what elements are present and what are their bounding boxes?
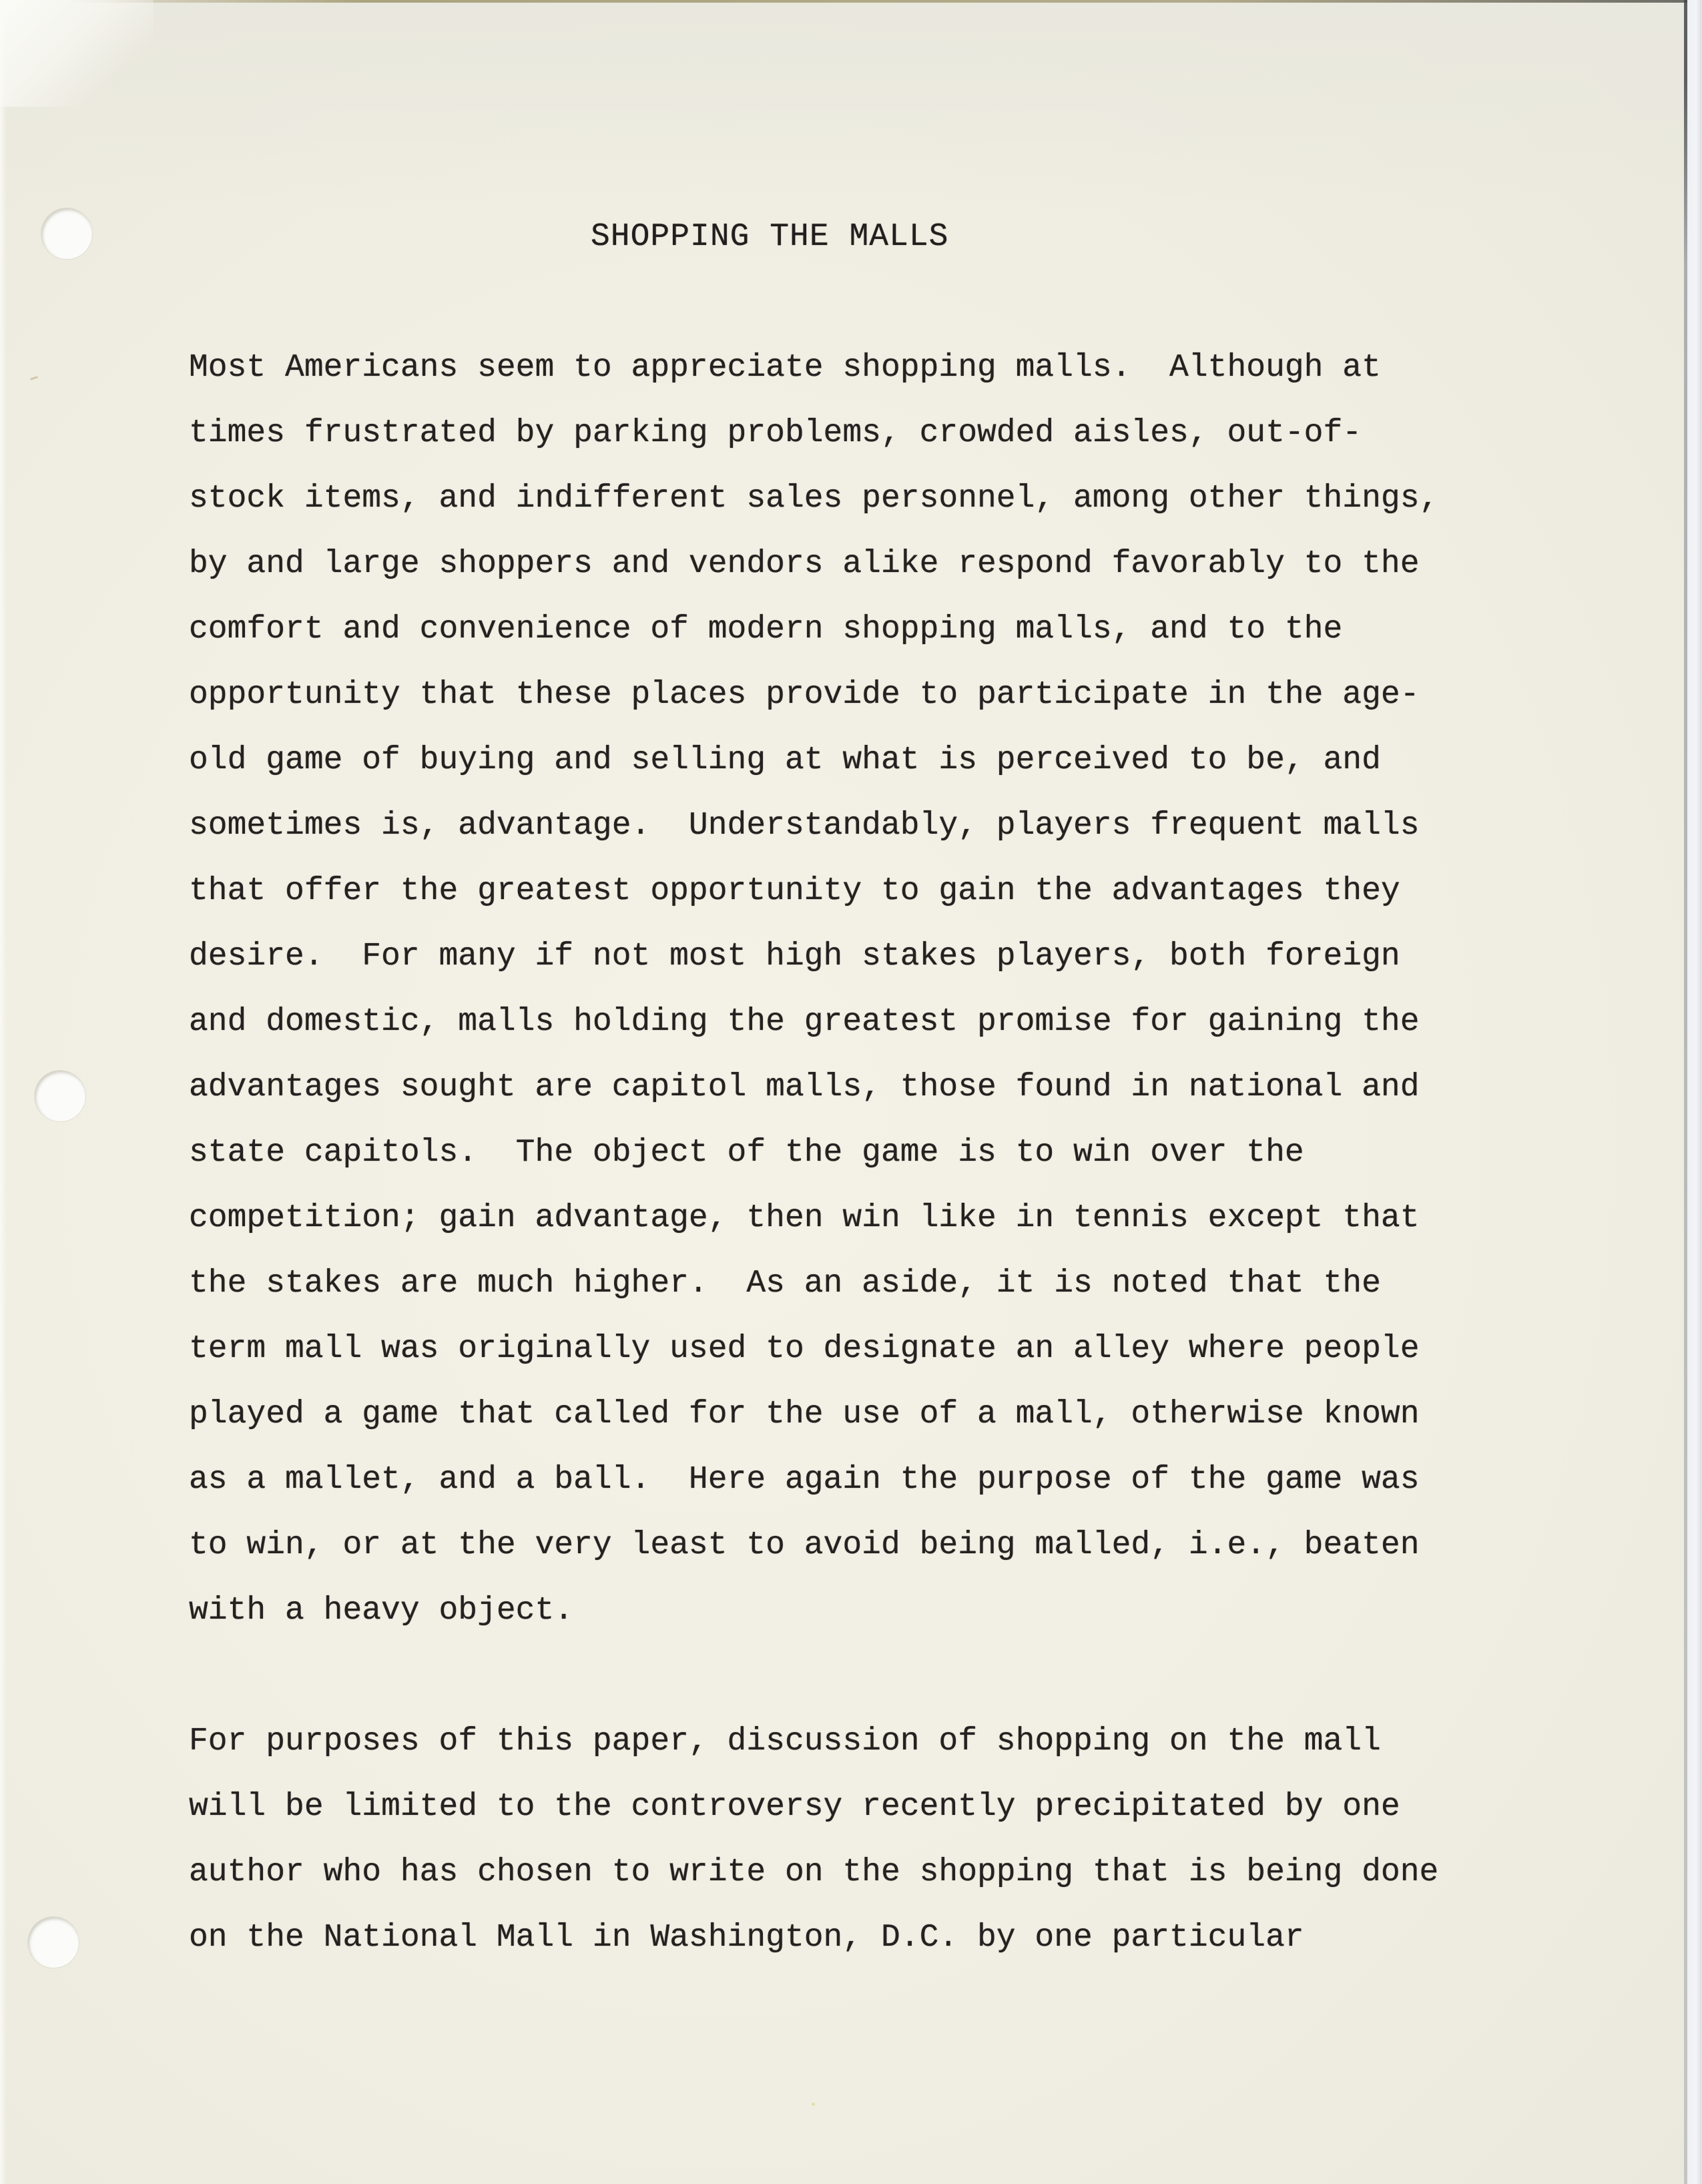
document-title: SHOPPING THE MALLS: [591, 219, 949, 255]
body-line: times frustrated by parking problems, crowded aisles, out-of-: [189, 415, 1362, 451]
body-line: author who has chosen to write on the shopping that is being done: [189, 1854, 1439, 1890]
body-line: played a game that called for the use of a mall, otherwise known: [189, 1396, 1420, 1432]
body-line: desire. For many if not most high stakes players, both foreign: [189, 938, 1400, 975]
body-line: on the National Mall in Washington, D.C. by one particular: [189, 1920, 1304, 1956]
body-line: with a heavy object.: [189, 1593, 574, 1629]
body-line: stock items, and indifferent sales personnel, among other things,: [189, 481, 1439, 517]
body-line: will be limited to the controversy recently precipitated by one: [189, 1789, 1400, 1825]
body-line: opportunity that these places provide to participate in the age-: [189, 677, 1420, 713]
page-top-edge: [73, 0, 1689, 3]
body-line: For purposes of this paper, discussion of shopping on the mall: [189, 1723, 1381, 1759]
body-line: by and large shoppers and vendors alike respond favorably to the: [189, 546, 1420, 582]
paper-speck: [812, 2103, 815, 2106]
body-line: and domestic, malls holding the greatest promise for gaining the: [189, 1004, 1420, 1040]
body-line: that offer the greatest opportunity to gain the advantages they: [189, 873, 1400, 909]
body-line: advantages sought are capitol malls, those found in national and: [189, 1069, 1420, 1105]
body-line: competition; gain advantage, then win like in tennis except that: [189, 1200, 1420, 1236]
body-line: sometimes is, advantage. Understandably, players frequent malls: [189, 808, 1420, 844]
hole-punch-middle: [35, 1071, 85, 1121]
scan-top-shading: [0, 0, 1702, 214]
scanner-margin: [1687, 0, 1702, 2184]
page-left-edge: [0, 0, 7, 2184]
body-line: to win, or at the very least to avoid being malled, i.e., beaten: [189, 1527, 1420, 1563]
hole-punch-bottom: [28, 1917, 79, 1968]
body-line: the stakes are much higher. As an aside, it is noted that the: [189, 1266, 1381, 1302]
document-body: [189, 335, 1438, 1970]
paragraph-break: [189, 1643, 1438, 1709]
body-line: state capitols. The object of the game is to win over the: [189, 1135, 1304, 1171]
paper-speck: [30, 376, 38, 380]
page-corner-highlight: [0, 0, 154, 107]
body-line: comfort and convenience of modern shopping malls, and to the: [189, 611, 1343, 647]
body-line: as a mallet, and a ball. Here again the purpose of the game was: [189, 1462, 1420, 1498]
body-line: term mall was originally used to designate an alley where people: [189, 1331, 1420, 1367]
body-line: Most Americans seem to appreciate shopping malls. Although at: [189, 350, 1381, 386]
hole-punch-top: [41, 208, 92, 259]
body-line: old game of buying and selling at what is perceived to be, and: [189, 742, 1381, 778]
